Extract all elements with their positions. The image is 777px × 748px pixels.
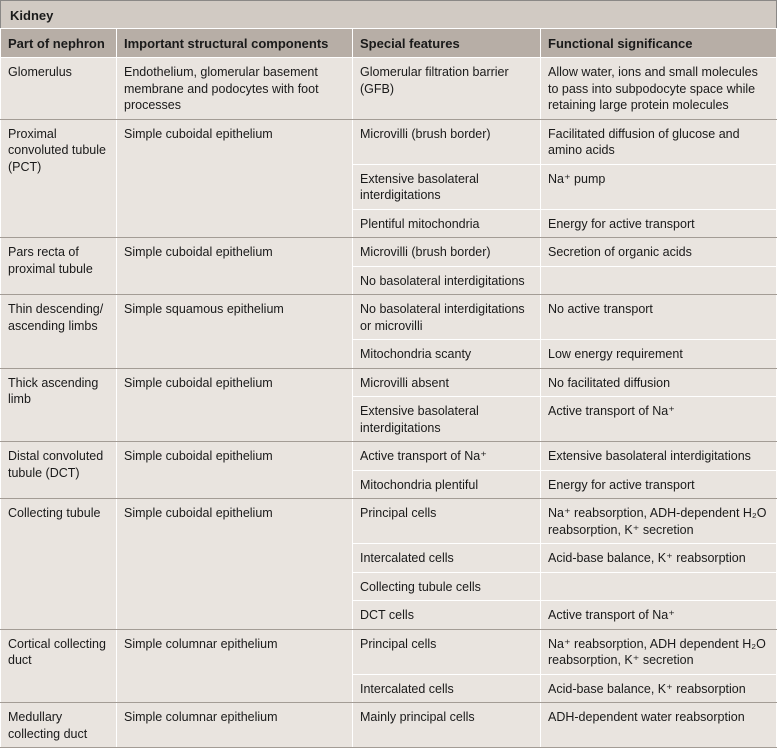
table-row	[1, 499, 777, 544]
cell-structure: Simple columnar epithelium	[117, 703, 353, 748]
table-row	[1, 703, 777, 748]
cell-feature: Microvilli (brush border)	[353, 119, 541, 164]
cell-feature: Intercalated cells	[353, 544, 541, 573]
cell-function: Acid-base balance, K⁺ reabsorption	[541, 544, 777, 573]
table-body	[1, 58, 777, 748]
cell-feature: Principal cells	[353, 499, 541, 544]
cell-function: Low energy requirement	[541, 340, 777, 369]
cell-feature: Active transport of Na⁺	[353, 442, 541, 471]
cell-feature: No basolateral interdigitations or microvilli	[353, 295, 541, 340]
cell-function: Na⁺ reabsorption, ADH dependent H₂O reabsorption, K⁺ secretion	[541, 629, 777, 674]
cell-function: ADH-dependent water reabsorption	[541, 703, 777, 748]
cell-part: Distal convoluted tubule (DCT)	[1, 442, 117, 499]
cell-structure: Simple cuboidal epithelium	[117, 442, 353, 499]
table-row	[1, 119, 777, 164]
cell-function: Na⁺ pump	[541, 164, 777, 209]
cell-structure: Simple squamous epithelium	[117, 295, 353, 369]
table-row	[1, 238, 777, 267]
cell-part: Thick ascending limb	[1, 368, 117, 442]
cell-feature: Glomerular filtration barrier (GFB)	[353, 58, 541, 120]
cell-function: Energy for active transport	[541, 470, 777, 499]
header-part: Part of nephron	[1, 29, 117, 58]
cell-part: Glomerulus	[1, 58, 117, 120]
cell-function: Energy for active transport	[541, 209, 777, 238]
cell-function: Extensive basolateral interdigitations	[541, 442, 777, 471]
cell-part: Medullary collecting duct	[1, 703, 117, 748]
cell-part: Proximal convoluted tubule (PCT)	[1, 119, 117, 238]
cell-structure: Simple cuboidal epithelium	[117, 499, 353, 630]
table-row	[1, 442, 777, 471]
table-row	[1, 58, 777, 120]
cell-structure: Simple cuboidal epithelium	[117, 119, 353, 238]
cell-function	[541, 572, 777, 601]
cell-part: Thin descending/ ascending limbs	[1, 295, 117, 369]
cell-feature: Mainly principal cells	[353, 703, 541, 748]
cell-feature: Microvilli (brush border)	[353, 238, 541, 267]
header-function: Functional significance	[541, 29, 777, 58]
cell-feature: Intercalated cells	[353, 674, 541, 703]
cell-feature: Microvilli absent	[353, 368, 541, 397]
cell-structure: Simple columnar epithelium	[117, 629, 353, 703]
cell-function: Facilitated diffusion of glucose and amino acids	[541, 119, 777, 164]
cell-function: Secretion of organic acids	[541, 238, 777, 267]
cell-feature: Extensive basolateral interdigitations	[353, 397, 541, 442]
cell-feature: Mitochondria plentiful	[353, 470, 541, 499]
table-row	[1, 368, 777, 397]
header-row	[1, 29, 777, 58]
cell-part: Pars recta of proximal tubule	[1, 238, 117, 295]
cell-function: No facilitated diffusion	[541, 368, 777, 397]
table-row	[1, 295, 777, 340]
cell-feature: DCT cells	[353, 601, 541, 630]
cell-structure: Endothelium, glomerular basement membrane and podocytes with foot processes	[117, 58, 353, 120]
header-structure: Important structural components	[117, 29, 353, 58]
cell-feature: No basolateral interdigitations	[353, 266, 541, 295]
cell-feature: Collecting tubule cells	[353, 572, 541, 601]
cell-function: Active transport of Na⁺	[541, 397, 777, 442]
table-row	[1, 629, 777, 674]
cell-function: Allow water, ions and small molecules to pass into subpodocyte space while retaining large protein molecules	[541, 58, 777, 120]
cell-function: No active transport	[541, 295, 777, 340]
header-features: Special features	[353, 29, 541, 58]
cell-feature: Mitochondria scanty	[353, 340, 541, 369]
nephron-table	[0, 28, 777, 748]
table-title: Kidney	[0, 0, 776, 28]
cell-feature: Extensive basolateral interdigitations	[353, 164, 541, 209]
cell-part: Collecting tubule	[1, 499, 117, 630]
cell-structure: Simple cuboidal epithelium	[117, 238, 353, 295]
cell-function	[541, 266, 777, 295]
cell-function: Acid-base balance, K⁺ reabsorption	[541, 674, 777, 703]
cell-structure: Simple cuboidal epithelium	[117, 368, 353, 442]
cell-feature: Principal cells	[353, 629, 541, 674]
cell-function: Na⁺ reabsorption, ADH-dependent H₂O reabsorption, K⁺ secretion	[541, 499, 777, 544]
cell-feature: Plentiful mitochondria	[353, 209, 541, 238]
cell-function: Active transport of Na⁺	[541, 601, 777, 630]
cell-part: Cortical collecting duct	[1, 629, 117, 703]
